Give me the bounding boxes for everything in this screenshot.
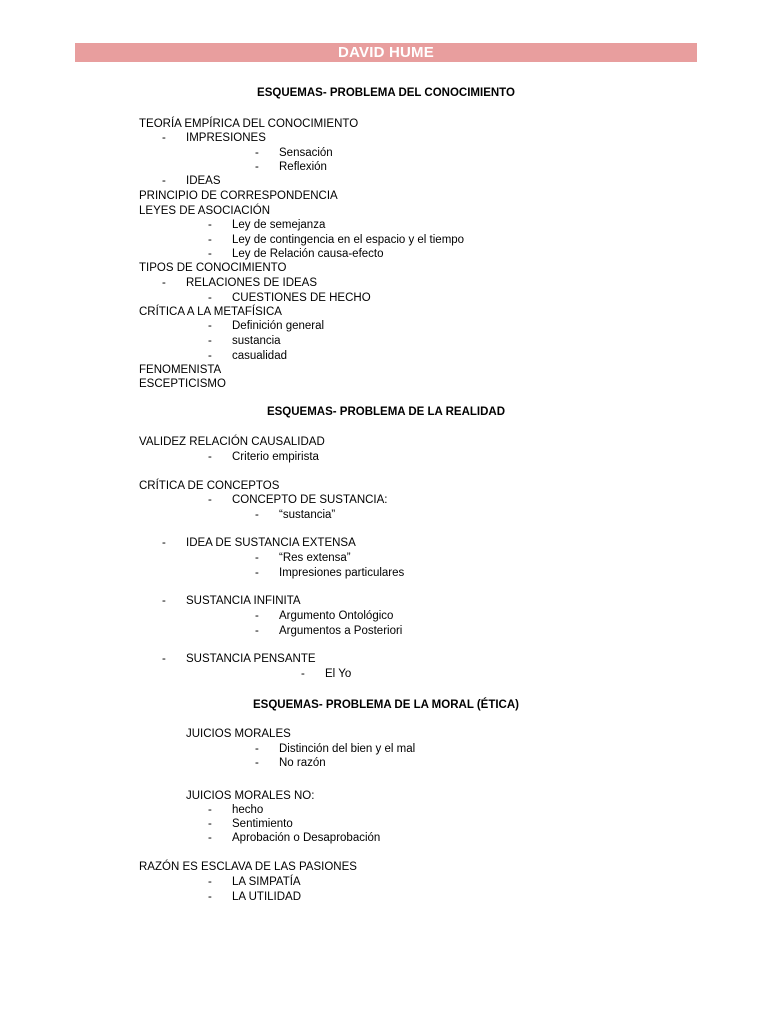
bullet-dash: - [162, 132, 166, 144]
line-text: RAZÓN ES ESCLAVA DE LAS PASIONES [139, 861, 357, 873]
bullet-dash: - [208, 818, 212, 830]
line-text: RELACIONES DE IDEAS [186, 277, 318, 289]
bullet-dash: - [208, 876, 212, 888]
list-item [208, 817, 293, 831]
bullet-dash: - [255, 147, 259, 159]
outline-heading [139, 305, 282, 319]
bullet-dash: - [208, 804, 212, 816]
line-text: FENOMENISTA [139, 364, 222, 376]
list-item [255, 566, 404, 580]
line-text: IMPRESIONES [186, 132, 266, 144]
outline-heading [139, 261, 286, 275]
list-item [255, 551, 351, 565]
outline-heading [139, 479, 279, 493]
bullet-dash: - [255, 625, 259, 637]
line-text: CUESTIONES DE HECHO [232, 292, 371, 304]
list-item [162, 174, 221, 188]
line-text: JUICIOS MORALES NO: [186, 790, 315, 802]
line-text: Aprobación o Desaprobación [232, 832, 381, 844]
line-text: PRINCIPIO DE CORRESPONDENCIA [139, 190, 338, 202]
list-item [208, 493, 388, 507]
list-item [162, 276, 317, 290]
bullet-dash: - [162, 653, 166, 665]
line-text: TIPOS DE CONOCIMIENTO [139, 262, 287, 274]
line-text: LA UTILIDAD [232, 891, 302, 903]
list-item [301, 667, 351, 681]
line-text: SUSTANCIA PENSANTE [186, 653, 316, 665]
line-text: sustancia [232, 335, 281, 347]
bullet-dash: - [208, 494, 212, 506]
line-text: hecho [232, 804, 264, 816]
list-item [255, 146, 333, 160]
line-text: VALIDEZ RELACIÓN CAUSALIDAD [139, 436, 325, 448]
bullet-dash: - [208, 451, 212, 463]
bullet-dash: - [255, 757, 259, 769]
list-item [208, 450, 319, 464]
line-text: No razón [279, 757, 326, 769]
list-item [255, 609, 393, 623]
document-title: DAVID HUME [75, 43, 697, 62]
list-item [208, 233, 464, 247]
list-item [162, 594, 301, 608]
bullet-dash: - [255, 552, 259, 564]
outline-heading [139, 117, 358, 131]
bullet-dash: - [255, 610, 259, 622]
line-text: CRÍTICA DE CONCEPTOS [139, 480, 280, 492]
line-text: LA SIMPATÍA [232, 876, 301, 888]
bullet-dash: - [208, 219, 212, 231]
bullet-dash: - [255, 161, 259, 173]
line-text: LEYES DE ASOCIACIÓN [139, 205, 271, 217]
line-text: ESCEPTICISMO [139, 378, 226, 390]
list-item [208, 875, 301, 889]
list-item [208, 803, 263, 817]
list-item [255, 624, 402, 638]
bullet-dash: - [255, 567, 259, 579]
bullet-dash: - [208, 248, 212, 260]
list-item [208, 890, 301, 904]
bullet-dash: - [162, 595, 166, 607]
bullet-dash: - [208, 350, 212, 362]
bullet-dash: - [255, 509, 259, 521]
bullet-dash: - [162, 175, 166, 187]
list-item [208, 334, 281, 348]
line-text: Reflexión [279, 161, 327, 173]
line-text: “sustancia” [279, 509, 336, 521]
line-text: Ley de contingencia en el espacio y el tiempo [232, 234, 465, 246]
line-text: Argumentos a Posteriori [279, 625, 403, 637]
list-item [255, 508, 335, 522]
line-text: JUICIOS MORALES [186, 728, 291, 740]
bullet-dash: - [208, 832, 212, 844]
bullet-dash: - [208, 234, 212, 246]
list-item [162, 536, 356, 550]
line-text: “Res extensa” [279, 552, 351, 564]
outline-heading [139, 377, 226, 391]
line-text: Impresiones particulares [279, 567, 405, 579]
line-text: Definición general [232, 320, 325, 332]
line-text: El Yo [325, 668, 352, 680]
bullet-dash: - [162, 277, 166, 289]
section-heading: ESQUEMAS- PROBLEMA DE LA MORAL (ÉTICA) [253, 699, 519, 711]
outline-heading [139, 435, 325, 449]
section-heading: ESQUEMAS- PROBLEMA DEL CONOCIMIENTO [257, 87, 515, 99]
line-text: Criterio empirista [232, 451, 319, 463]
list-item [208, 247, 384, 261]
list-item [255, 742, 415, 756]
line-text: Distinción del bien y el mal [279, 743, 416, 755]
bullet-dash: - [208, 335, 212, 347]
outline-heading [139, 860, 357, 874]
list-item [162, 131, 266, 145]
outline-heading [186, 727, 291, 741]
list-item [208, 291, 371, 305]
list-item [208, 319, 324, 333]
list-item [255, 756, 326, 770]
list-item [162, 652, 316, 666]
line-text: SUSTANCIA INFINITA [186, 595, 301, 607]
line-text: Ley de semejanza [232, 219, 326, 231]
line-text: CONCEPTO DE SUSTANCIA: [232, 494, 388, 506]
line-text: Ley de Relación causa-efecto [232, 248, 384, 260]
list-item [208, 349, 287, 363]
list-item [255, 160, 327, 174]
list-item [208, 831, 380, 845]
line-text: TEORÍA EMPÍRICA DEL CONOCIMIENTO [139, 118, 359, 130]
bullet-dash: - [255, 743, 259, 755]
outline-heading [186, 789, 314, 803]
line-text: Sensación [279, 147, 333, 159]
line-text: Argumento Ontológico [279, 610, 394, 622]
outline-heading [139, 189, 338, 203]
line-text: CRÍTICA A LA METAFÍSICA [139, 306, 282, 318]
outline-heading [139, 204, 270, 218]
bullet-dash: - [208, 891, 212, 903]
bullet-dash: - [301, 668, 305, 680]
line-text: IDEAS [186, 175, 221, 187]
bullet-dash: - [208, 292, 212, 304]
bullet-dash: - [162, 537, 166, 549]
list-item [208, 218, 325, 232]
section-heading: ESQUEMAS- PROBLEMA DE LA REALIDAD [266, 406, 506, 418]
line-text: IDEA DE SUSTANCIA EXTENSA [186, 537, 356, 549]
bullet-dash: - [208, 320, 212, 332]
outline-heading [139, 363, 221, 377]
line-text: casualidad [232, 350, 287, 362]
line-text: Sentimiento [232, 818, 293, 830]
